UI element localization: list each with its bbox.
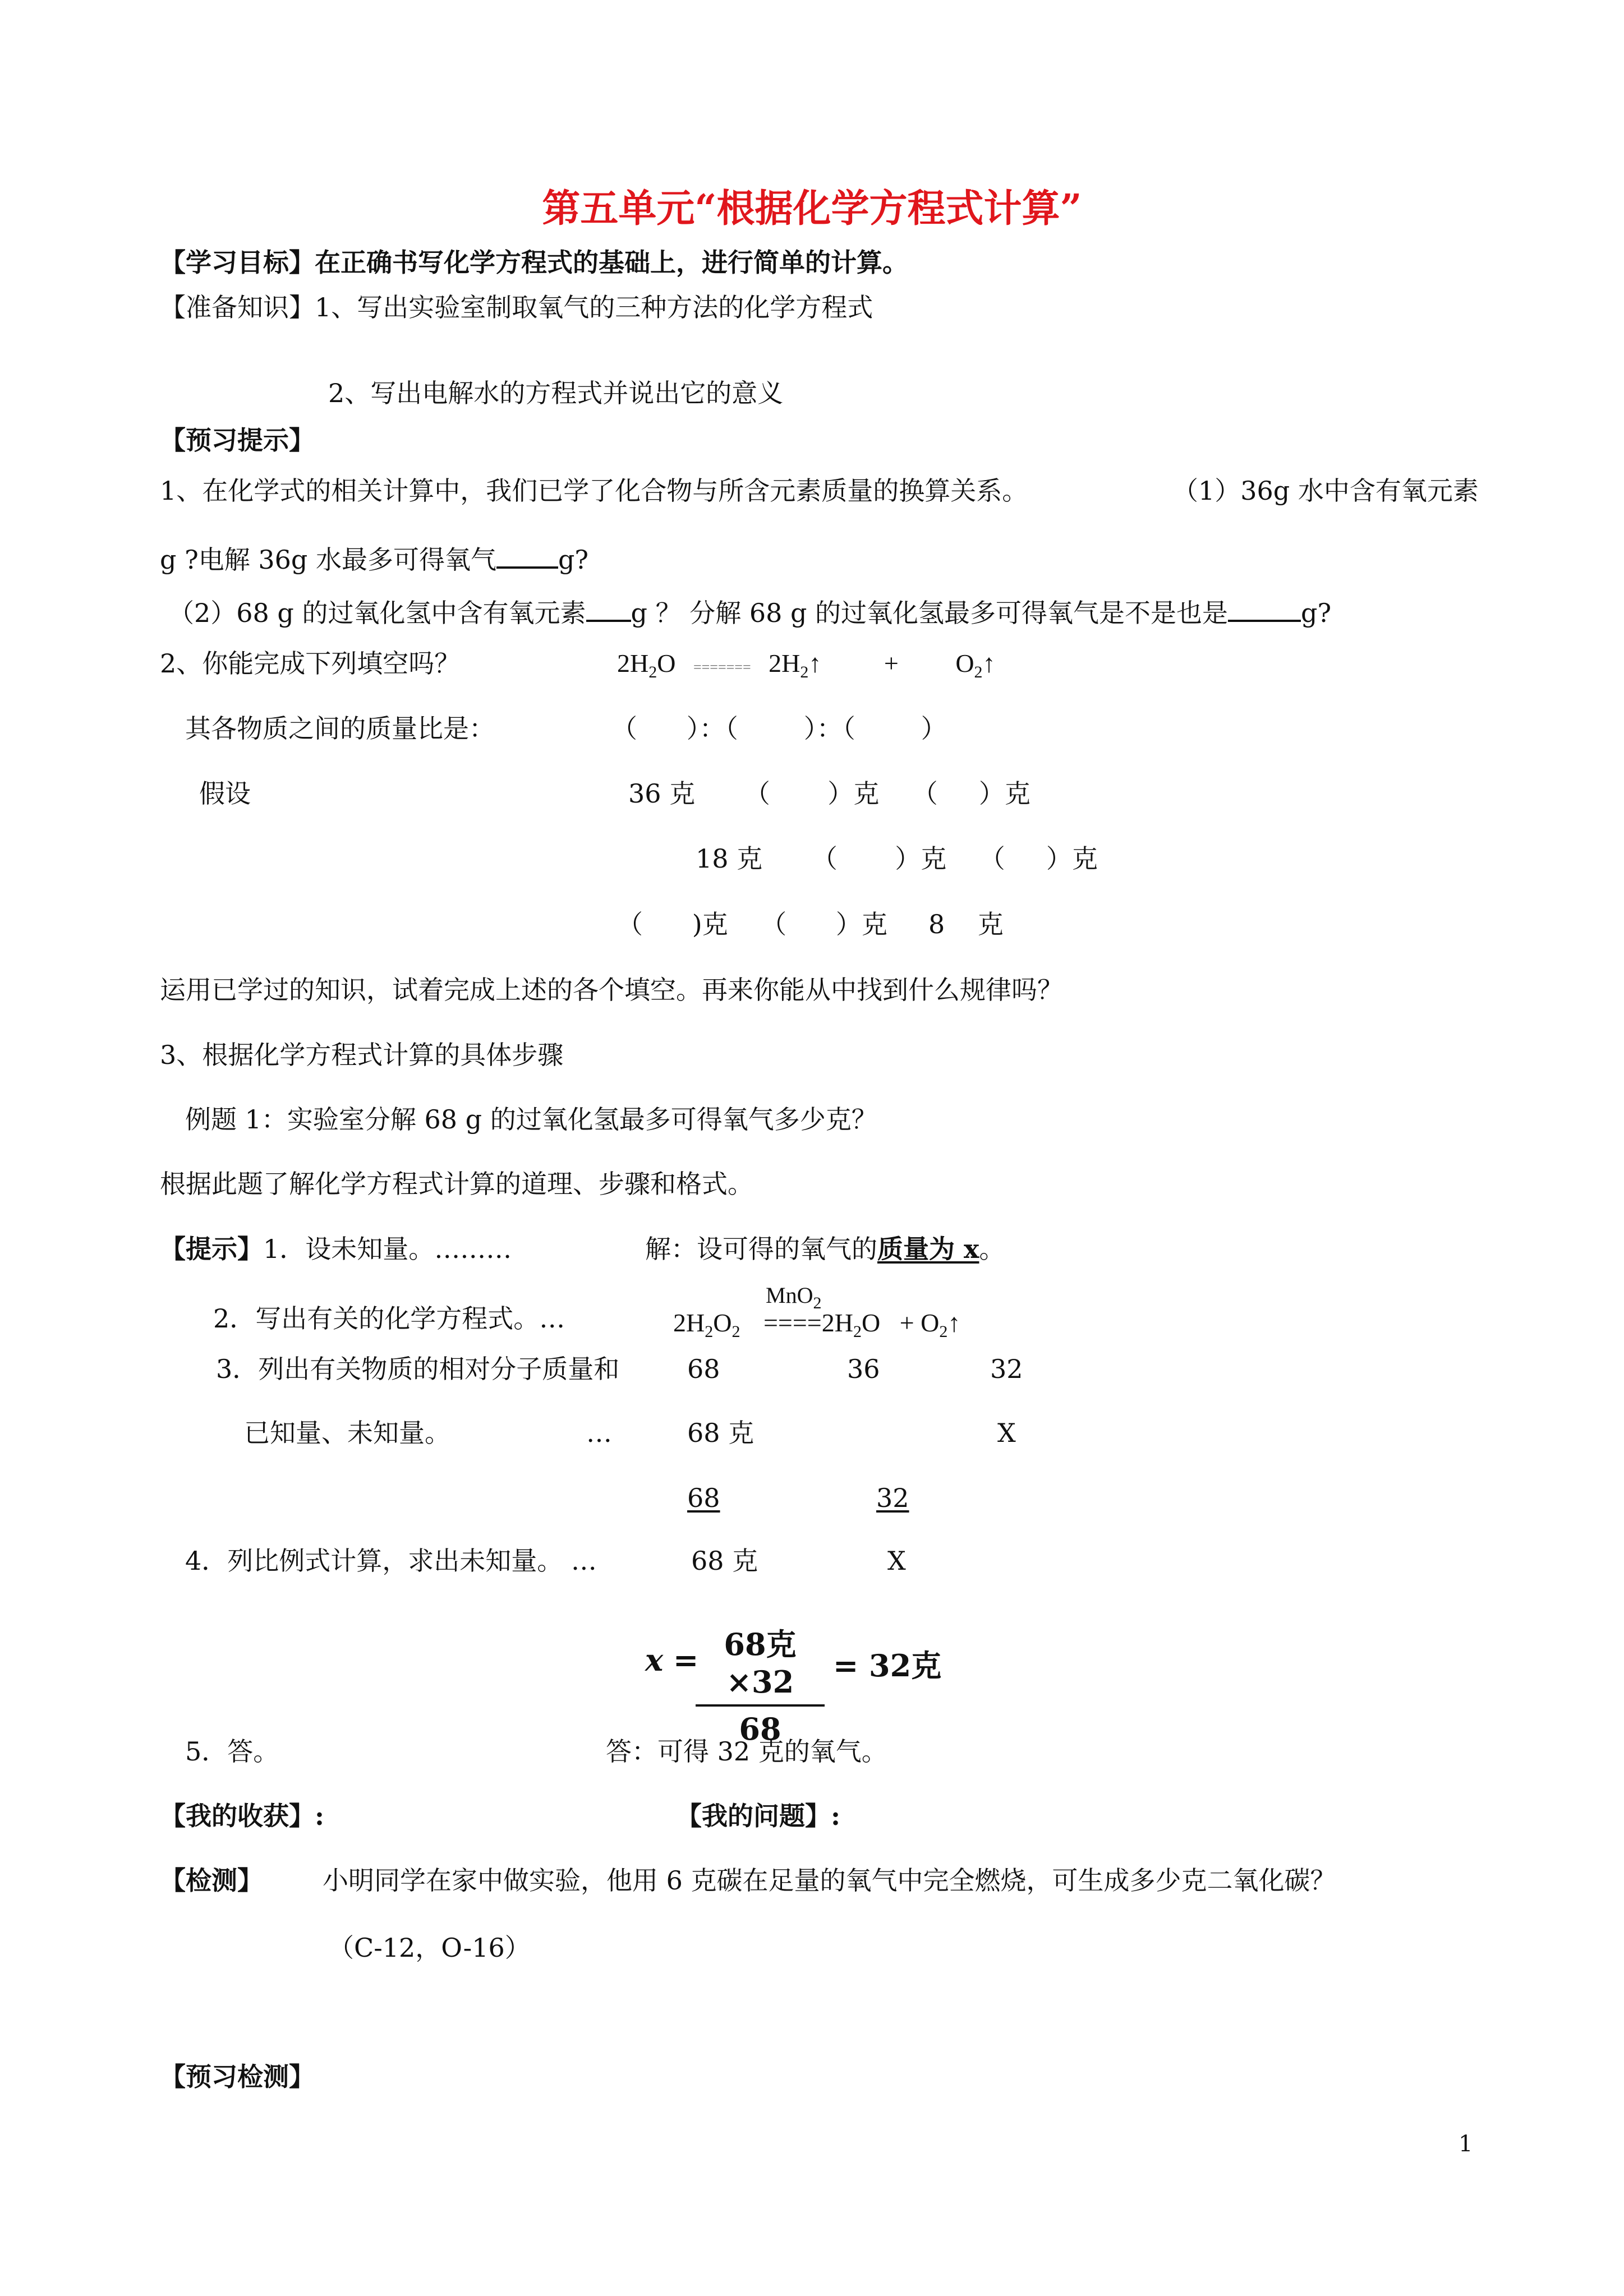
- formula-var: x: [645, 1642, 664, 1678]
- q1-line3-a: （2）68 g 的过氧化氢中含有氧元素: [168, 598, 586, 628]
- hint-step-4: 4．列比例式计算，求出未知量。 …: [185, 1546, 597, 1576]
- q3-label: 3、根据化学方程式计算的具体步骤: [160, 1040, 564, 1070]
- eq-sub: 2: [732, 1322, 740, 1341]
- formula-numerator: 68克×32: [724, 1626, 797, 1700]
- ratio-32: 32: [876, 1483, 909, 1513]
- preview-heading: 【预习提示】: [160, 425, 315, 455]
- eq-term: O + O: [861, 1308, 940, 1337]
- q1-line3: [168, 597, 1331, 626]
- questions-label: 【我的问题】:: [676, 1801, 840, 1831]
- answer-text: 。: [979, 1234, 1005, 1264]
- eq-sub: 2: [853, 1322, 862, 1341]
- eq-term: ====2H: [763, 1308, 853, 1337]
- unknown-x-2: X: [887, 1546, 906, 1576]
- up-arrow-icon: ↑: [947, 1308, 961, 1337]
- peroxide-equation: [673, 1310, 960, 1340]
- q1-text-a: 1、在化学式的相关计算中，我们已学了化合物与所含元素质量的换算关系。: [160, 476, 1028, 506]
- answer-text: 解：设可得的氧气的: [645, 1234, 877, 1264]
- hint-step-1-text: 1．设未知量。………: [263, 1234, 512, 1264]
- eq-sign: =======: [693, 659, 751, 675]
- catalyst-sub: 2: [813, 1294, 822, 1312]
- ratio-68: 68: [687, 1483, 720, 1513]
- test-question: 小明同学在家中做实验，他用 6 克碳在足量的氧气中完全燃烧，可生成多少克二氧化碳？: [323, 1865, 1336, 1896]
- up-arrow-icon: ↑: [982, 649, 996, 677]
- preview-test-heading: 【预习检测】: [160, 2062, 315, 2092]
- q1-line2-b: g?: [558, 545, 589, 575]
- dots: …: [586, 1418, 612, 1448]
- ratio-blanks: （ ）：（ ）：（ ）: [611, 713, 947, 744]
- eq-term: 2H: [673, 1308, 705, 1337]
- eq-plus: +: [884, 649, 899, 677]
- q2-note: 运用已学过的知识，试着完成上述的各个填空。再来你能从中找到什么规律吗？: [160, 975, 1063, 1005]
- assume-row-2: 18 克 （ ）克 （ ）克: [696, 843, 1098, 874]
- eq-term: 2H: [769, 649, 801, 677]
- up-arrow-icon: ↑: [808, 649, 822, 677]
- atomic-masses: （C-12，O-16）: [328, 1933, 531, 1963]
- q1-line2-a: g ?电解 36g 水最多可得氧气: [160, 545, 496, 575]
- water-equation: [617, 651, 996, 681]
- q1-line1: [160, 478, 1028, 504]
- prep-item-2: 2、写出电解水的方程式并说出它的意义: [328, 378, 784, 408]
- formula-result: = 32克: [833, 1648, 942, 1684]
- known-68g: 68 克: [687, 1418, 755, 1448]
- q1-text-b: （1）36g 水中含有氧元素: [1172, 476, 1479, 506]
- catalyst: [766, 1284, 821, 1312]
- fraction-bar: [696, 1704, 825, 1707]
- hint-step-3b: 已知量、未知量。: [244, 1418, 450, 1448]
- hint-step-1: [160, 1236, 512, 1262]
- eq-sub: 2: [705, 1322, 714, 1341]
- formula-denominator: 68: [739, 1711, 781, 1747]
- blank: [1228, 597, 1301, 622]
- hint-step-5-answer: 答：可得 32 克的氧气。: [606, 1736, 887, 1767]
- test-label: 【检测】: [160, 1865, 263, 1896]
- eq-term: O: [713, 1308, 732, 1337]
- hints-label: 【提示】: [160, 1234, 263, 1264]
- hint-step-3: 3．列出有关物质的相对分子质量和: [216, 1354, 620, 1384]
- eq-sub: 2: [939, 1322, 948, 1341]
- eq-sub: 2: [648, 663, 657, 681]
- eq-term: O: [657, 649, 676, 677]
- page-title: 第五单元“根据化学方程式计算”: [542, 186, 1082, 231]
- mass-32: 32: [990, 1354, 1023, 1384]
- assume-row-3: （ )克 （ ）克 8 克: [617, 909, 1004, 939]
- answer-emphasis: 质量为 x: [877, 1234, 979, 1264]
- mass-36: 36: [847, 1354, 880, 1384]
- formula-equals: =: [673, 1642, 699, 1678]
- eq-sub: 2: [800, 663, 809, 681]
- q1-line3-b: g ？ 分解 68 g 的过氧化氢最多可得氧气是不是也是: [631, 598, 1229, 628]
- catalyst-text: MnO: [766, 1283, 813, 1308]
- assume-row-1: 36 克 （ ）克 （ ）克: [628, 778, 1030, 809]
- example-1: 例题 1：实验室分解 68 g 的过氧化氢最多可得氧气多少克？: [185, 1104, 877, 1135]
- mass-68: 68: [687, 1354, 720, 1384]
- objective-label: 【学习目标】: [160, 247, 315, 278]
- objective-text: 在正确书写化学方程式的基础上，进行简单的计算。: [315, 247, 908, 278]
- eq-sub: 2: [974, 663, 983, 681]
- example-explain: 根据此题了解化学方程式计算的道理、步骤和格式。: [160, 1169, 753, 1199]
- hint-step-1-answer: [645, 1236, 1005, 1262]
- eq-term: O: [955, 649, 974, 677]
- known-68g-2: 68 克: [691, 1546, 758, 1576]
- hint-step-5: 5．答。: [185, 1736, 279, 1767]
- q2-label: 2、你能完成下列填空吗？: [160, 648, 461, 679]
- ratio-label: 其各物质之间的质量比是：: [185, 713, 495, 744]
- prep-item-1: 1、写出实验室制取氧气的三种方法的化学方程式: [315, 292, 873, 322]
- assume-label: 假设: [199, 778, 251, 809]
- blank: [496, 544, 558, 569]
- q1-line3-c: g?: [1301, 598, 1332, 628]
- hint-step-2: 2．写出有关的化学方程式。…: [213, 1303, 565, 1334]
- prep-line: [160, 294, 873, 320]
- objective-line: [160, 247, 908, 278]
- eq-term: 2H: [617, 649, 649, 677]
- prep-label: 【准备知识】: [160, 292, 315, 322]
- q1-line2: [160, 544, 588, 573]
- blank: [586, 597, 631, 622]
- test-line: [160, 1865, 263, 1896]
- harvest-label: 【我的收获】:: [160, 1801, 324, 1831]
- unknown-x: X: [997, 1418, 1016, 1448]
- formula-fraction: [696, 1621, 825, 1747]
- page-number: 1: [1459, 2131, 1473, 2157]
